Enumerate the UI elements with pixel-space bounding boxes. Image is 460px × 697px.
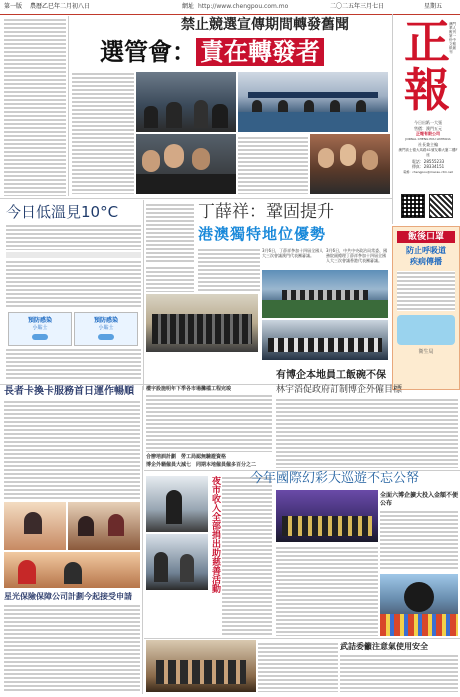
ding-body-left	[146, 203, 194, 263]
qr-code-icon[interactable]	[401, 194, 425, 218]
weather-body-2	[6, 260, 141, 308]
lunar-date: 農曆乙巳年二月初八日	[30, 3, 91, 10]
qr-code-icon-2[interactable]	[429, 194, 453, 218]
section-divider	[0, 198, 392, 199]
header-date: 二〇二五年三月七日	[330, 3, 385, 10]
panel-photo	[238, 72, 388, 132]
market-photo	[146, 640, 256, 692]
mask-icon	[32, 334, 48, 340]
festival-headline: 今年國際幻彩大巡遊不忘公帑	[250, 471, 420, 486]
schools-body	[4, 604, 140, 692]
ding-body-left-2	[146, 266, 194, 292]
ad-title: 飯後口罩	[397, 231, 455, 243]
hk-session-photo	[262, 270, 388, 318]
festival-stage-photo	[276, 490, 378, 542]
civil-headline: 樓宇設施明年下季各市場攤檔工程完竣	[146, 386, 232, 392]
elders-body	[4, 400, 140, 500]
cards-body	[6, 348, 141, 380]
ad-text	[397, 271, 455, 311]
elders-photo-3	[4, 552, 140, 588]
audience-photo	[136, 134, 236, 194]
hand-wash-icon	[98, 334, 114, 340]
macau-session-photo	[262, 320, 388, 360]
ding-caption-1: 3月6日，丁薛祥參加十四屆全國人大三次會議澳門代表團審議。	[262, 248, 324, 268]
elders-photo-1	[4, 502, 66, 550]
labour-body	[276, 398, 458, 468]
logo-top: 正	[404, 15, 450, 69]
lead-body-right	[238, 136, 308, 194]
divider	[143, 200, 144, 390]
website-link[interactable]: http://www.chengpou.com.mo	[198, 3, 289, 10]
gas-body-left	[258, 642, 338, 692]
elders-photo-2	[68, 502, 140, 550]
weather-subhead-bar	[6, 252, 141, 258]
weekday: 星期五	[424, 3, 443, 10]
weather-body	[6, 224, 141, 250]
attendees-photo	[310, 134, 390, 194]
lead-headline	[100, 36, 390, 68]
logo-bottom: 報	[404, 63, 450, 117]
mask-icon	[397, 315, 455, 345]
card-prevention-1: 預防感染 小貼士	[8, 312, 72, 346]
masthead-info: 今日出紙一大張 售價：澳門五元 正報有限公司 JORNAL CHENG POU LIMITADA 社長兼主編 澳門高士德大馬路41號友聯大廈二樓F座 電話：28555233 傳真：28334151 電郵：chengpou@macau.ctm.net	[398, 120, 458, 174]
civil-body	[146, 394, 272, 452]
civil-caption-2: 博企外籍僱員大減七 同期本地僱員僱多百分之二	[146, 462, 257, 468]
lead-headline-part2: 責在轉發者	[196, 38, 324, 66]
header-bar	[0, 0, 460, 15]
schools-headline: 星光保險保障公司計劃今起接受申請	[4, 592, 132, 601]
section-divider	[144, 638, 460, 639]
labour-headline: 有博企本地員工飯碗不保	[276, 370, 386, 381]
left-column-text	[4, 18, 66, 196]
weather-headline: 今日低溫見10°C	[6, 203, 119, 221]
lead-kicker: 禁止競選宣傳期間轉發舊聞	[181, 17, 349, 33]
group-photo	[146, 294, 258, 352]
elders-headline: 長者卡換卡服務首日運作暢順	[4, 386, 134, 397]
divider	[142, 386, 143, 694]
festival-body	[276, 546, 378, 636]
masthead-note: 澳門華人報刊第一份中文報紙創刊	[449, 22, 456, 54]
nightmarket-body	[222, 476, 272, 636]
divider	[68, 16, 69, 196]
festival-side-body	[380, 510, 458, 570]
ad-line2: 疾病傳播	[410, 257, 442, 266]
ad-note: 衛生局	[418, 349, 434, 355]
labour-subheadline: 林宇滔促政府訂制博企外僱目標	[276, 385, 403, 395]
lead-body-left	[72, 72, 134, 194]
page-number: 第一版	[4, 3, 23, 10]
ding-headline: 丁薛祥：鞏固提升	[198, 202, 334, 222]
health-ad[interactable]	[392, 226, 460, 390]
card-prevention-2: 預防感染 小貼士	[74, 312, 138, 346]
gas-headline: 武詰委籲注意氣使用安全	[340, 642, 428, 651]
ding-body-mid	[198, 248, 260, 292]
gas-body	[340, 654, 458, 692]
nightmarket-vertical-headline: 夜市收入全部捐出助慈善活動	[210, 476, 220, 593]
charity-photo-1	[146, 476, 208, 532]
civil-caption-1: 合辦培訓計劃 勞工局認無驗證資格	[146, 454, 227, 460]
masthead	[392, 14, 460, 224]
festival-side-headline: 全面六博企擴大投入金額不便公布	[380, 492, 459, 507]
press-photo	[136, 72, 236, 132]
ding-subheadline: 港澳獨特地位優勢	[198, 225, 327, 243]
lead-headline-part1: 選管會：	[100, 38, 196, 66]
charity-photo-2	[146, 534, 208, 590]
website-label: 網址	[182, 3, 195, 10]
parade-photo	[380, 574, 458, 636]
ding-caption-2: 3月6日，中共中央政治局常委、國務院副總理丁薛祥參加十四屆全國人大三次會議香港代表團審議。	[326, 248, 388, 263]
ad-line1: 防止呼吸道	[406, 246, 446, 255]
